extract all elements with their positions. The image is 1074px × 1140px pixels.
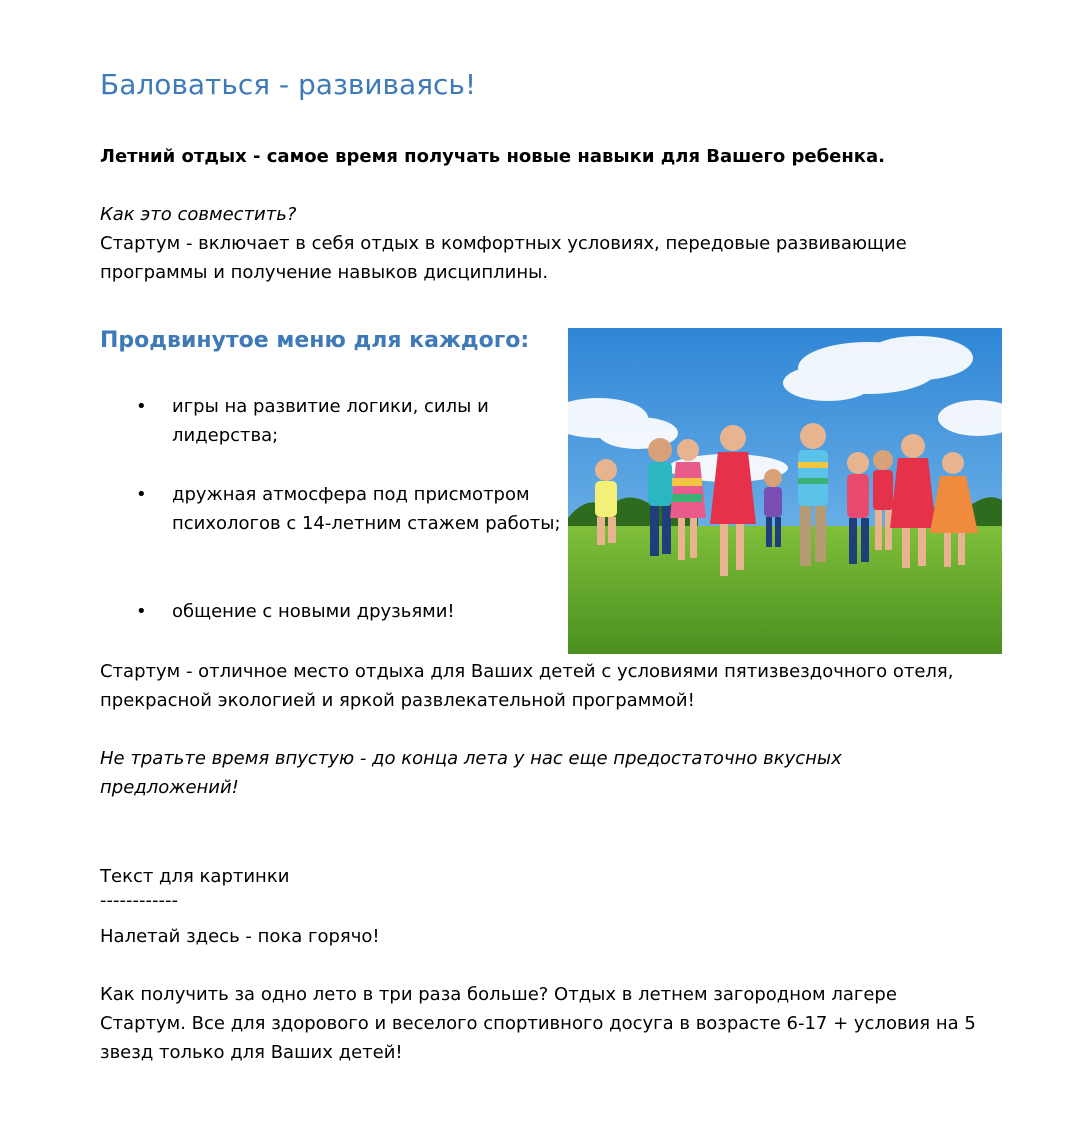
cta-line-2: предложений! (100, 777, 239, 798)
photo-illustration (568, 328, 1002, 654)
closing-line-3: звезд только для Ваших детей! (100, 1042, 403, 1063)
intro-line-1: Стартум - включает в себя отдых в комфортных условиях, передовые развивающие (100, 233, 907, 254)
closing-line-2: Стартум. Все для здорового и веселого спортивного досуга в возрасте 6-17 + условия на 5 (100, 1013, 976, 1034)
cta-line-1: Не тратьте время впустую - до конца лета у нас еще предостаточно вкусных (100, 748, 842, 769)
children-running-photo (568, 328, 1002, 654)
bullet-item-1: игры на развитие логики, силы и лидерства; (172, 396, 489, 446)
bullet-icon: • (136, 601, 147, 622)
closing-line-1: Как получить за одно лето в три раза больше? Отдых в летнем загородном лагере (100, 984, 897, 1005)
grass (568, 526, 1002, 654)
bullet-item-3: общение с новыми друзьями! (172, 601, 455, 622)
bullet-icon: • (136, 484, 147, 505)
summary-line-2: прекрасной экологией и яркой развлекательной программой! (100, 690, 695, 711)
lead-paragraph: Летний отдых - самое время получать новые навыки для Вашего ребенка. (100, 146, 886, 167)
slogan: Налетай здесь - пока горячо! (100, 926, 380, 947)
question-line: Как это совместить? (100, 204, 297, 225)
bullet-icon: • (136, 396, 147, 417)
bullet-item-2: дружная атмосфера под присмотром психологов с 14-летним стажем работы; (172, 484, 561, 534)
summary-line-1: Стартум - отличное место отдыха для Ваших детей с условиями пятизвездочного отеля, (100, 661, 954, 682)
intro-line-2: программы и получение навыков дисциплины. (100, 262, 549, 283)
caption-label: Текст для картинки (100, 866, 290, 887)
menu-heading: Продвинутое меню для каждого: (100, 328, 530, 353)
page-title: Баловаться - развиваясь! (100, 68, 477, 101)
separator: ------------ (100, 890, 178, 911)
